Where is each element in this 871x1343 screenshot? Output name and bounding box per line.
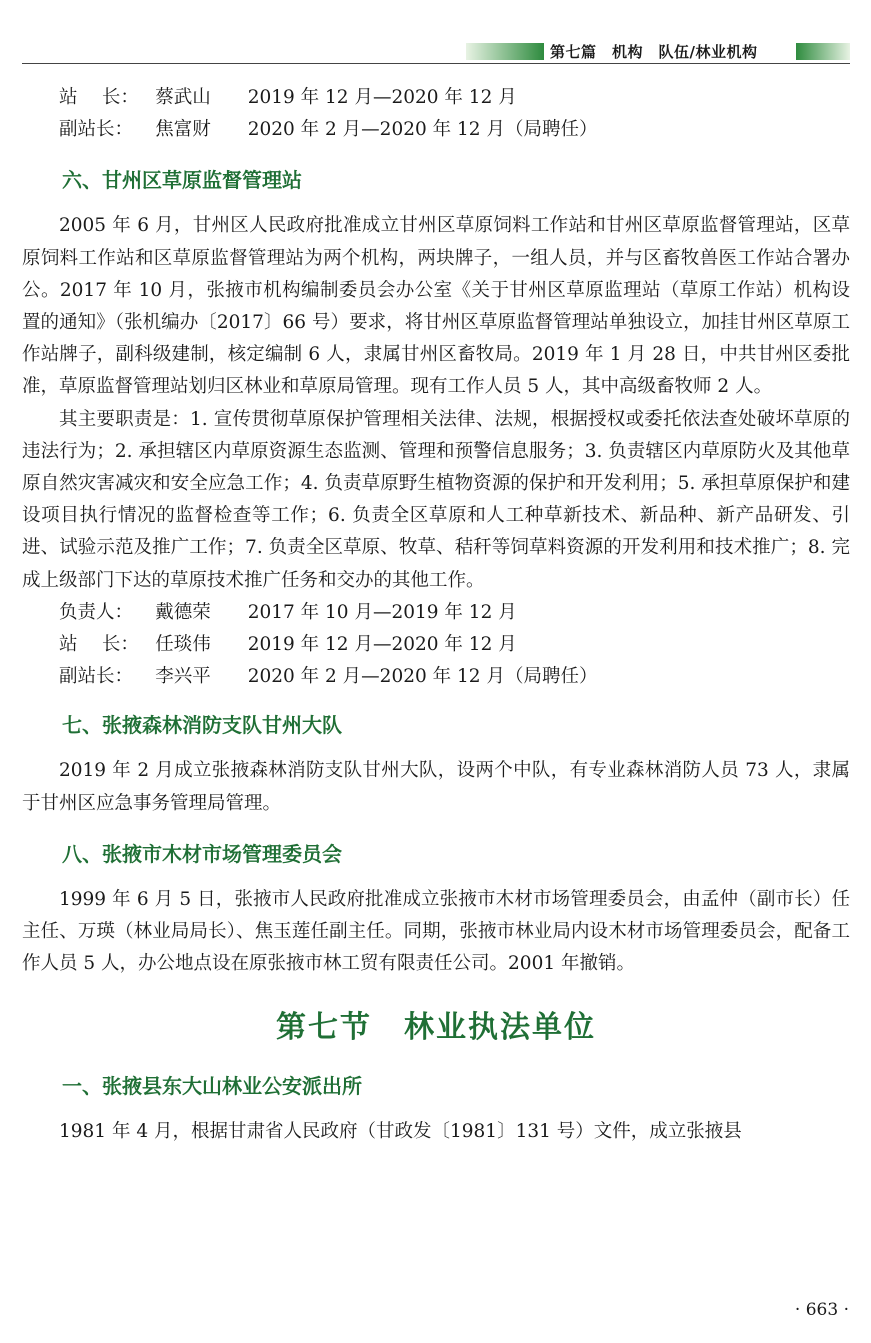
header-title: 第七篇 机构 队伍/林业机构 (550, 43, 758, 61)
page-body (22, 82, 850, 1149)
staff-line: 站 长： 蔡武山 2019 年 12 月—2020 年 12 月 (59, 87, 517, 108)
staff-line: 副站长： 李兴平 2020 年 2 月—2020 年 12 月（局聘任） (59, 666, 598, 688)
header-accent-bar-left (466, 43, 544, 60)
chapter-section-title: 第七节 林业执法单位 (276, 1010, 596, 1046)
staff-line: 负责人： 戴德荣 2017 年 10 月—2019 年 12 月 (59, 601, 517, 623)
section-heading-7: 七、张掖森林消防支队甘州大队 (62, 713, 342, 738)
header-accent-bar-right (796, 43, 850, 60)
page-number: · 663 · (794, 1300, 849, 1320)
body-paragraph: 1981 年 4 月，根据甘肃省人民政府（甘政发〔1981〕131 号）文件，成立张掖县 (59, 1121, 742, 1143)
body-paragraph: 2005 年 6 月，甘州区人民政府批准成立甘州区草原饲料工作站和甘州区草原监督管理站，区草原饲料工作站和区草原监督管理站为两个机构，两块牌子，一组人员，并与区畜牧兽医工作站合署办公。2017 年 10 月，张掖市机构编制委员会办公室《关于甘州区草原监理站（草原工作站）机构设置的通知》（张机编办〔2017〕66 号）要求，将甘州区草原监督管理站单独设立，加挂甘州区草原工作站牌子，副科级建制，核定编制 6 人，隶属甘州区畜牧局。2019 年 1 月 28 日，中共甘州区委批准，草原监督管理站划归区林业和草原局管理。现有工作人员 5 人，其中高级畜牧师 2 人。 (22, 215, 850, 398)
running-header (22, 38, 850, 64)
body-paragraph: 1999 年 6 月 5 日，张掖市人民政府批准成立张掖市木材市场管理委员会，由孟仲（副市长）任主任、万瑛（林业局局长）、焦玉莲任副主任。同期，张掖市林业局内设木材市场管理委员会，配备工作人员 5 人，办公地点设在原张掖市林工贸有限责任公司。2001 年撤销。 (22, 888, 850, 975)
body-paragraph: 2019 年 2 月成立张掖森林消防支队甘州大队，设两个中队，有专业森林消防人员 73 人，隶属于甘州区应急事务管理局管理。 (22, 760, 850, 814)
staff-line: 副站长： 焦富财 2020 年 2 月—2020 年 12 月（局聘任） (59, 119, 598, 141)
staff-line: 站 长： 任琰伟 2019 年 12 月—2020 年 12 月 (59, 634, 517, 656)
header-rule (22, 63, 850, 64)
body-paragraph: 其主要职责是：1. 宣传贯彻草原保护管理相关法律、法规，根据授权或委托依法查处破坏草原的违法行为；2. 承担辖区内草原资源生态监测、管理和预警信息服务；3. 负责辖区内草原防火及其他草原自然灾害减灾和安全应急工作；4. 负责草原野生植物资源的保护和开发利用；5. 承担草原保护和建设项目执行情况的监督检查等工作；6. 负责全区草原和人工种草新技术、新品种、新产品研发、引进、试验示范及推广工作；7. 负责全区草原、牧草、秸秆等饲草料资源的开发利用和技术推广；8. 完成上级部门下达的草原技术推广任务和交办的其他工作。 (22, 408, 850, 591)
section-heading-6: 六、甘州区草原监督管理站 (62, 168, 302, 193)
subsection-heading-1: 一、张掖县东大山林业公安派出所 (62, 1074, 362, 1099)
section-heading-8: 八、张掖市木材市场管理委员会 (62, 841, 342, 866)
